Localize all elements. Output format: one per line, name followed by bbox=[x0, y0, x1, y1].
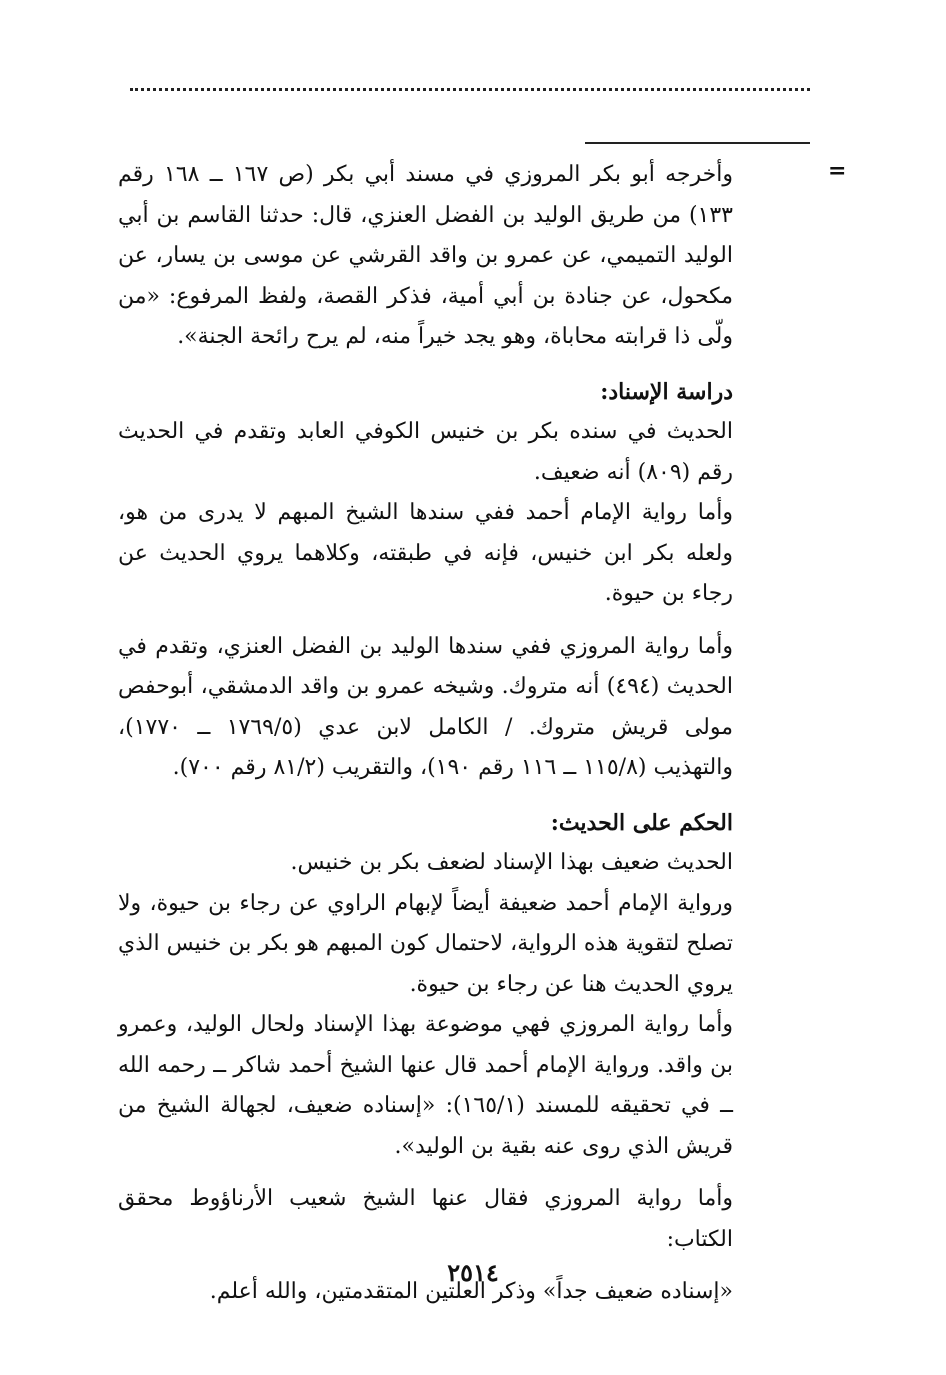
ruling-paragraph-5: «إسناده ضعيف جداً» وذكر العلتين المتقدمتين، والله أعلم. bbox=[209, 1279, 733, 1304]
page-number: ٢٥١٤ bbox=[447, 1258, 499, 1287]
section-heading-ruling: الحكم على الحديث: bbox=[550, 809, 733, 836]
intro-paragraph: وأخرجه أبو بكر المروزي في مسند أبي بكر (ص ١٦٧ ــ ١٦٨ رقم ١٣٣) من طريق الوليد بن الفضل العنزي، قال: حدثنا القاسم بن أبي الوليد التميمي، عن عمرو بن واقد القرشي عن موسى بن يسار، عن مكحول، عن جنادة بن أبي أمية، فذكر القصة، ولفظ المرفوع: «من ولّى ذا قرابته محاباة، وهو يجد خيراً منه، لم يرح رائحة الجنة». bbox=[118, 162, 733, 349]
ruling-paragraph-2: ورواية الإمام أحمد ضعيفة أيضاً لإبهام الراوي عن رجاء بن حيوة، ولا تصلح لتقوية هذه الرواية، لاحتمال كون المبهم هو بكر بن خنيس الذي يروي الحديث هنا عن رجاء بن حيوة. bbox=[118, 890, 733, 997]
ruling-paragraph-3: وأما رواية المروزي فهي موضوعة بهذا الإسناد ولحال الوليد، وعمرو بن واقد. ورواية الإمام أحمد قال عنها الشيخ أحمد شاكر ــ رحمه الله ــ في تحقيقه للمسند (١٦٥/١): «إسناده ضعيف، لجهالة الشيخ من قريش الذي روى عنه بقية بن الوليد». bbox=[118, 1012, 733, 1159]
isnad-paragraph-2: وأما رواية الإمام أحمد ففي سندها الشيخ المبهم لا يدرى من هو، ولعله بكر ابن خنيس، فإنه في طبقته، وكلاهما يروي الحديث عن رجاء بن حيوة. bbox=[118, 500, 733, 606]
ruling-paragraph-1: الحديث ضعيف بهذا الإسناد لضعف بكر بن خنيس. bbox=[290, 850, 733, 875]
footnote-rule bbox=[585, 142, 810, 144]
continuation-mark: = bbox=[828, 158, 847, 184]
isnad-paragraph-1: الحديث في سنده بكر بن خنيس الكوفي العابد وتقدم في الحديث رقم (٨٠٩) أنه ضعيف. bbox=[118, 419, 733, 485]
ruling-paragraph-4: وأما رواية المروزي فقال عنها الشيخ شعيب الأرناؤوط محقق الكتاب: bbox=[118, 1186, 733, 1252]
footnote-text-block bbox=[118, 155, 733, 1313]
section-heading-isnad: دراسة الإسناد: bbox=[600, 378, 733, 405]
isnad-paragraph-3: وأما رواية المروزي ففي سندها الوليد بن الفضل العنزي، وتقدم في الحديث (٤٩٤) أنه متروك. وشيخه عمرو بن واقد الدمشقي، أبوحفص مولى قريش متروك. / الكامل لابن عدي (١٧٦٩/٥ ــ ١٧٧٠)، والتهذيب (١١٥/٨ ــ ١١٦ رقم ١٩٠)، والتقريب (٨١/٢ رقم ٧٠٠). bbox=[118, 633, 733, 780]
dotted-separator bbox=[130, 88, 810, 91]
